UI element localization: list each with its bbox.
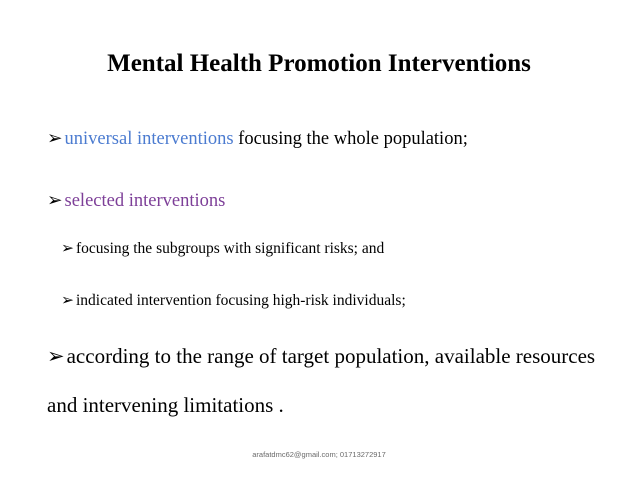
sub-bullet-subgroups-text: focusing the subgroups with significant risks; and bbox=[76, 240, 385, 257]
bullet-according-text: according to the range of target population, available resources bbox=[66, 344, 596, 368]
bullet-universal-interventions bbox=[47, 126, 468, 152]
bullet-according-to-range bbox=[47, 342, 595, 370]
bullet-arrow-icon: ➢ bbox=[61, 240, 74, 257]
slide-footer: arafatdmc62@gmail.com; 01713272917 bbox=[252, 450, 386, 459]
bullet-arrow-icon: ➢ bbox=[47, 344, 65, 368]
sub-bullet-indicated-text: indicated intervention focusing high-risk individuals; bbox=[76, 292, 406, 309]
bullet-according-continuation: and intervening limitations . bbox=[47, 393, 284, 417]
universal-interventions-text: focusing the whole population; bbox=[233, 129, 468, 149]
bullet-arrow-icon: ➢ bbox=[47, 191, 63, 211]
sub-bullet-subgroups bbox=[61, 238, 384, 260]
bullet-arrow-icon: ➢ bbox=[47, 129, 63, 149]
selected-interventions-highlight: selected interventions bbox=[64, 191, 226, 211]
sub-bullet-indicated-intervention bbox=[61, 290, 406, 312]
universal-interventions-highlight: universal interventions bbox=[64, 129, 234, 149]
bullet-selected-interventions bbox=[47, 188, 225, 214]
bullet-arrow-icon: ➢ bbox=[61, 292, 74, 309]
slide-title: Mental Health Promotion Interventions bbox=[107, 50, 531, 77]
